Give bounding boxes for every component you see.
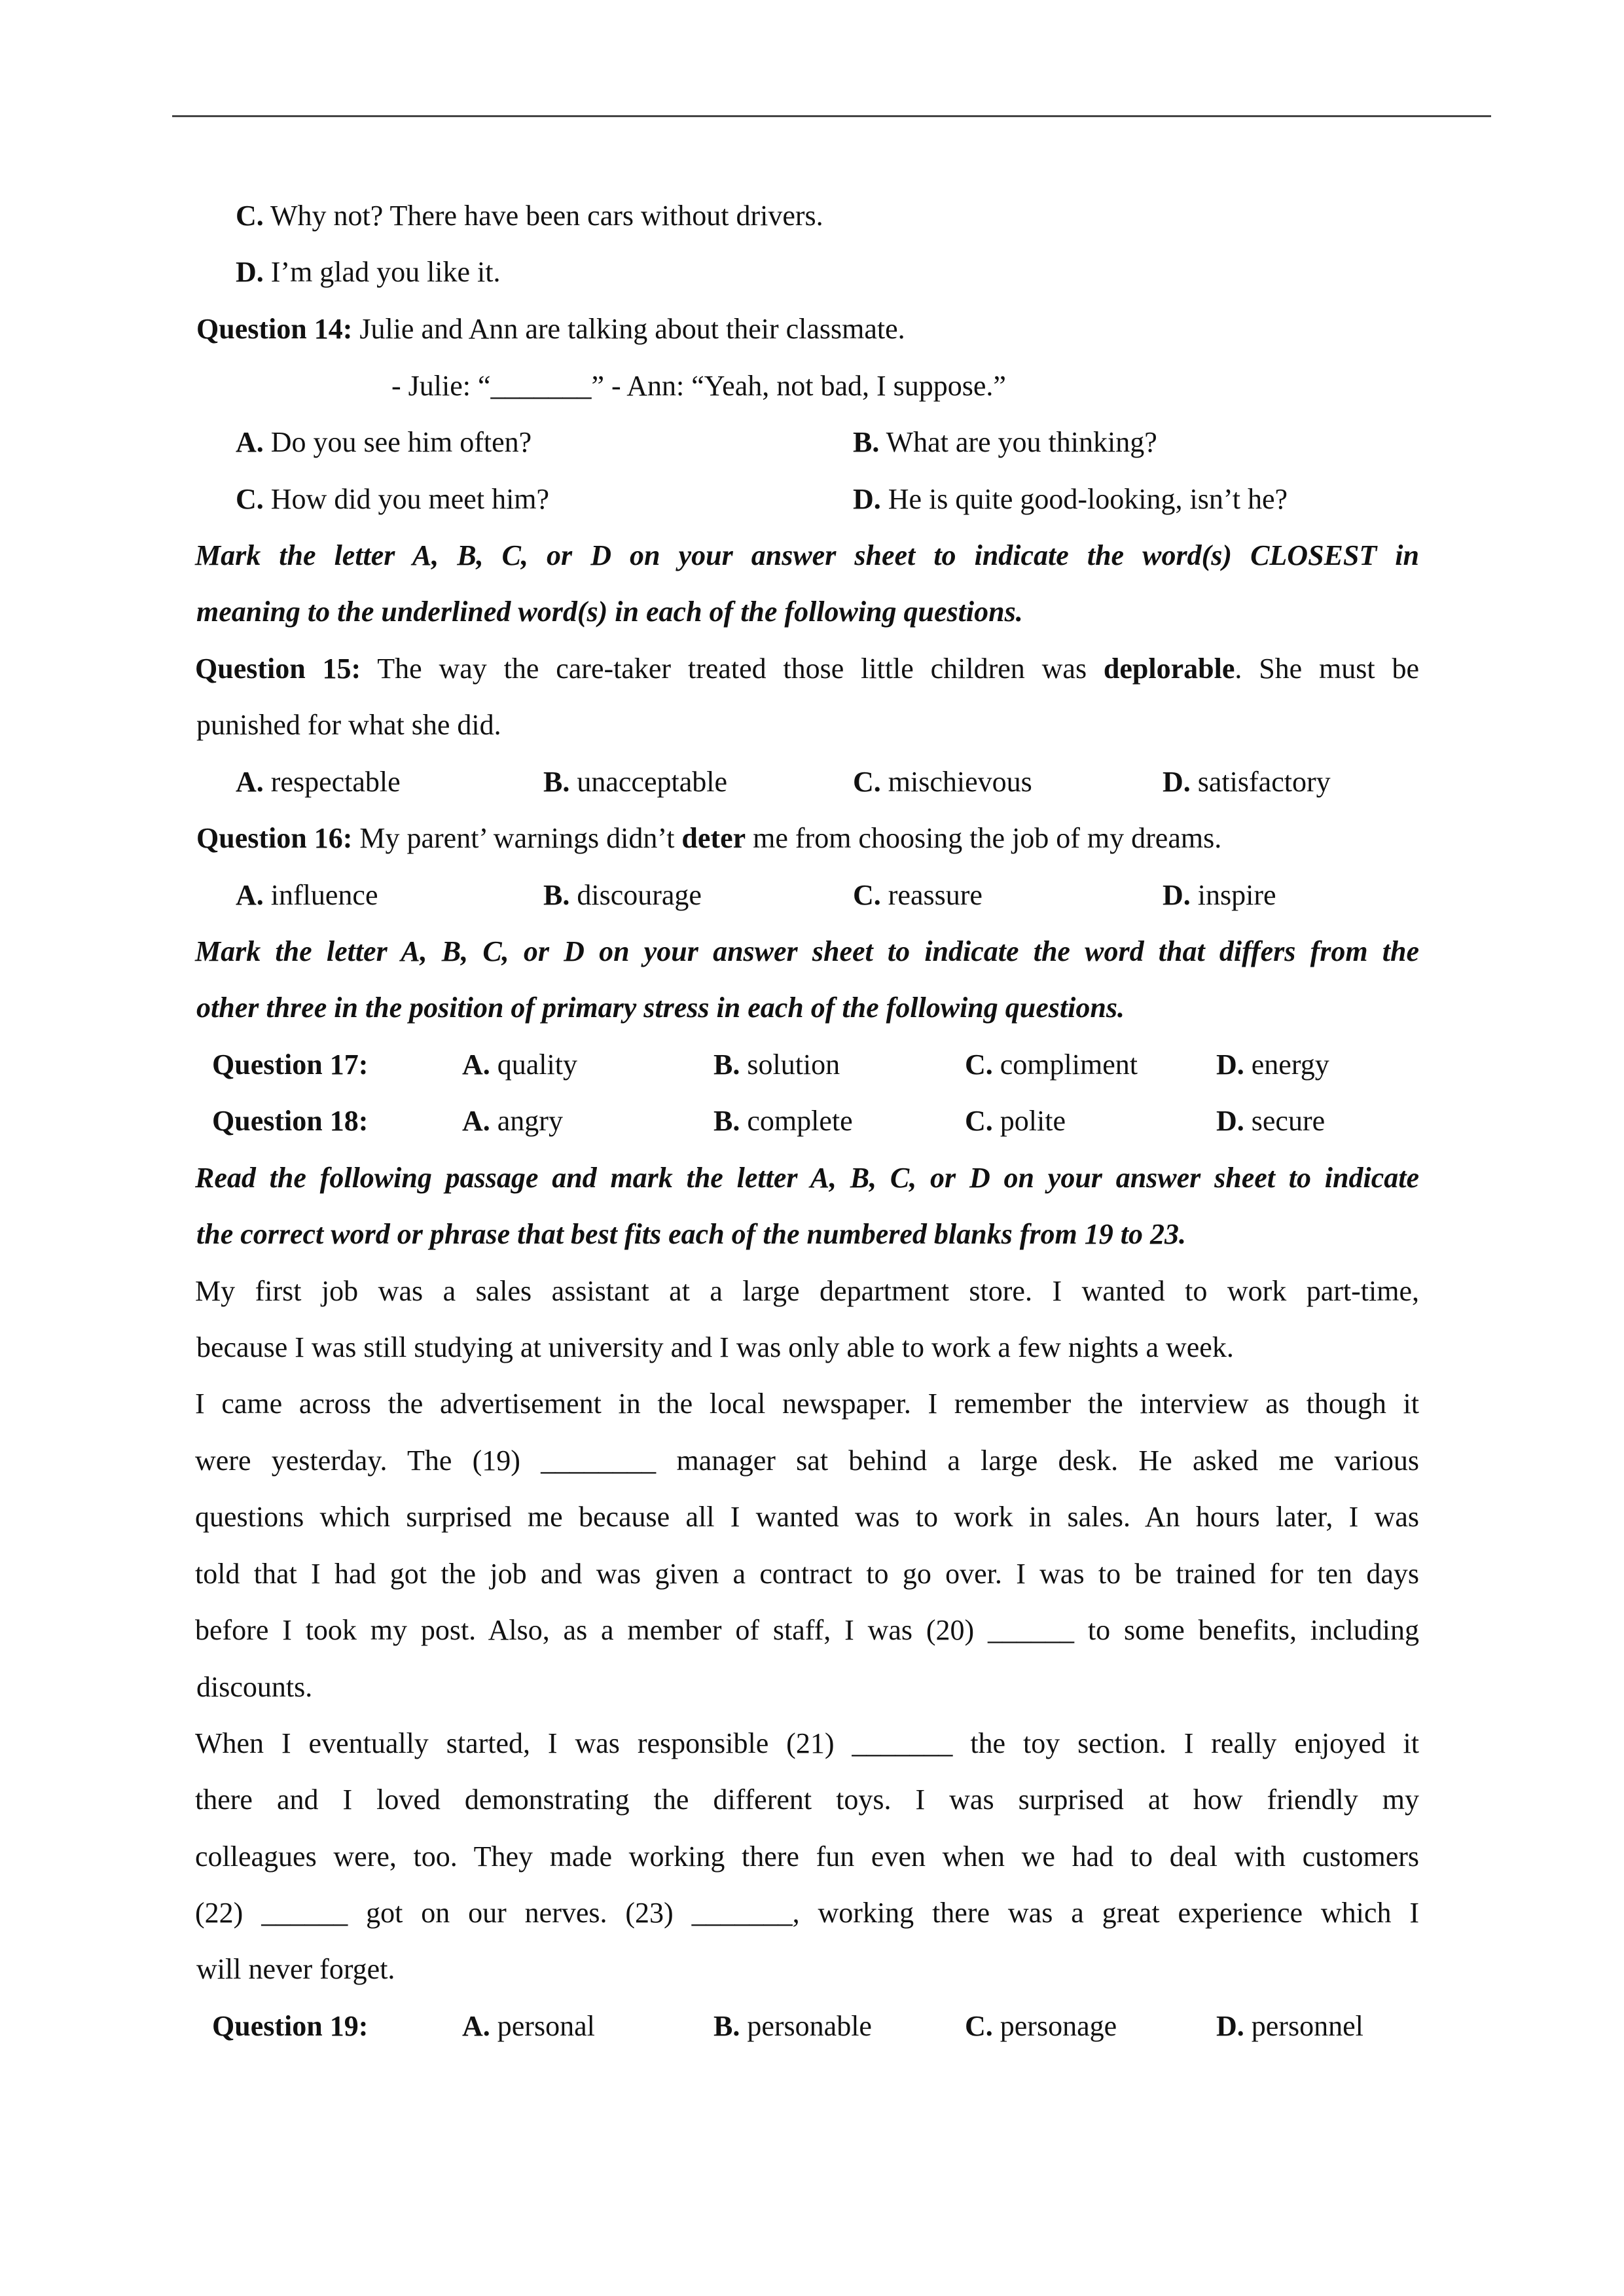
passage-line: there and I loved demonstrating the different toys. I was surprised at how friendly my — [195, 1784, 1419, 1816]
instruction-closest-line1: Mark the letter A, B, C, or D on your answer sheet to indicate the word(s) CLOSEST in — [195, 539, 1419, 571]
passage-line: will never forget. — [196, 1953, 395, 1985]
q14-stem: Question 14: Julie and Ann are talking about their classmate. — [196, 313, 905, 345]
passage-line: When I eventually started, I was responsible (21) _______ the toy section. I really enjoyed it — [195, 1727, 1419, 1759]
q14-option-b: B. What are you thinking? — [853, 426, 1157, 458]
q16-keyword: deter — [681, 822, 746, 854]
q18-label: Question 18: — [212, 1105, 369, 1137]
instruction-passage-line1: Read the following passage and mark the letter A, B, C, or D on your answer sheet to indicate — [195, 1162, 1419, 1194]
q19-label: Question 19: — [212, 2010, 369, 2042]
q15-stem: Question 15: The way the care-taker treated those little children was deplorable. She must be — [195, 653, 1419, 685]
q15-option-c: C. mischievous — [853, 766, 1032, 798]
q14-option-d: D. He is quite good-looking, isn’t he? — [853, 483, 1288, 515]
q15-stem-line2: punished for what she did. — [196, 709, 501, 741]
passage-line: questions which surprised me because all I wanted was to work in sales. An hours later, I was — [195, 1501, 1419, 1533]
q16-option-a: A. influence — [236, 879, 378, 911]
q16-option-b: B. discourage — [543, 879, 702, 911]
q14-option-c: C. How did you meet him? — [236, 483, 550, 515]
q17-option-a: A. quality — [462, 1049, 577, 1081]
q16-option-c: C. reassure — [853, 879, 983, 911]
instruction-stress-line2: other three in the position of primary stress in each of the following questions. — [196, 992, 1125, 1024]
q16-stem: Question 16: My parent’ warnings didn’t deter me from choosing the job of my dreams. — [196, 822, 1222, 854]
q17-option-b: B. solution — [713, 1049, 840, 1081]
passage-line: I came across the advertisement in the local newspaper. I remember the interview as though it — [195, 1388, 1419, 1420]
q15-option-b: B. unacceptable — [543, 766, 727, 798]
q17-label: Question 17: — [212, 1049, 369, 1081]
q19-option-c: C. personage — [965, 2010, 1117, 2042]
q15-option-a: A. respectable — [236, 766, 401, 798]
instruction-closest-line2: meaning to the underlined word(s) in each of the following questions. — [196, 596, 1023, 628]
q14-dialogue: - Julie: “_______” - Ann: “Yeah, not bad, I suppose.” — [391, 370, 1006, 402]
q19-option-b: B. personable — [713, 2010, 872, 2042]
passage-line: (22) ______ got on our nerves. (23) _______, working there was a great experience which I — [195, 1897, 1419, 1929]
q16-option-d: D. inspire — [1163, 879, 1276, 911]
q18-option-b: B. complete — [713, 1105, 853, 1137]
q18-option-c: C. polite — [965, 1105, 1066, 1137]
passage-line: before I took my post. Also, as a member of staff, I was (20) ______ to some benefits, including — [195, 1614, 1419, 1646]
q18-option-a: A. angry — [462, 1105, 563, 1137]
q15-option-d: D. satisfactory — [1163, 766, 1331, 798]
q15-keyword: deplorable — [1103, 653, 1235, 685]
q13-option-d: D. I’m glad you like it. — [236, 256, 501, 288]
passage-line: discounts. — [196, 1671, 313, 1703]
q18-option-d: D. secure — [1216, 1105, 1326, 1137]
q13-option-c: C. Why not? There have been cars without drivers. — [236, 200, 823, 232]
passage-line: because I was still studying at university and I was only able to work a few nights a week. — [196, 1331, 1234, 1363]
instruction-passage-line2: the correct word or phrase that best fits each of the numbered blanks from 19 to 23. — [196, 1218, 1186, 1250]
instruction-stress-line1: Mark the letter A, B, C, or D on your answer sheet to indicate the word that differs from the — [195, 935, 1419, 967]
passage-line: colleagues were, too. They made working there fun even when we had to deal with customers — [195, 1840, 1419, 1873]
q19-option-d: D. personnel — [1216, 2010, 1363, 2042]
q14-option-a: A. Do you see him often? — [236, 426, 532, 458]
header-rule — [172, 115, 1491, 117]
q17-option-c: C. compliment — [965, 1049, 1138, 1081]
q17-option-d: D. energy — [1216, 1049, 1329, 1081]
passage-line: told that I had got the job and was given a contract to go over. I was to be trained for ten days — [195, 1558, 1419, 1590]
passage-line: My first job was a sales assistant at a large department store. I wanted to work part-time, — [195, 1275, 1419, 1307]
passage-line: were yesterday. The (19) ________ manager sat behind a large desk. He asked me various — [195, 1444, 1419, 1477]
q19-option-a: A. personal — [462, 2010, 595, 2042]
